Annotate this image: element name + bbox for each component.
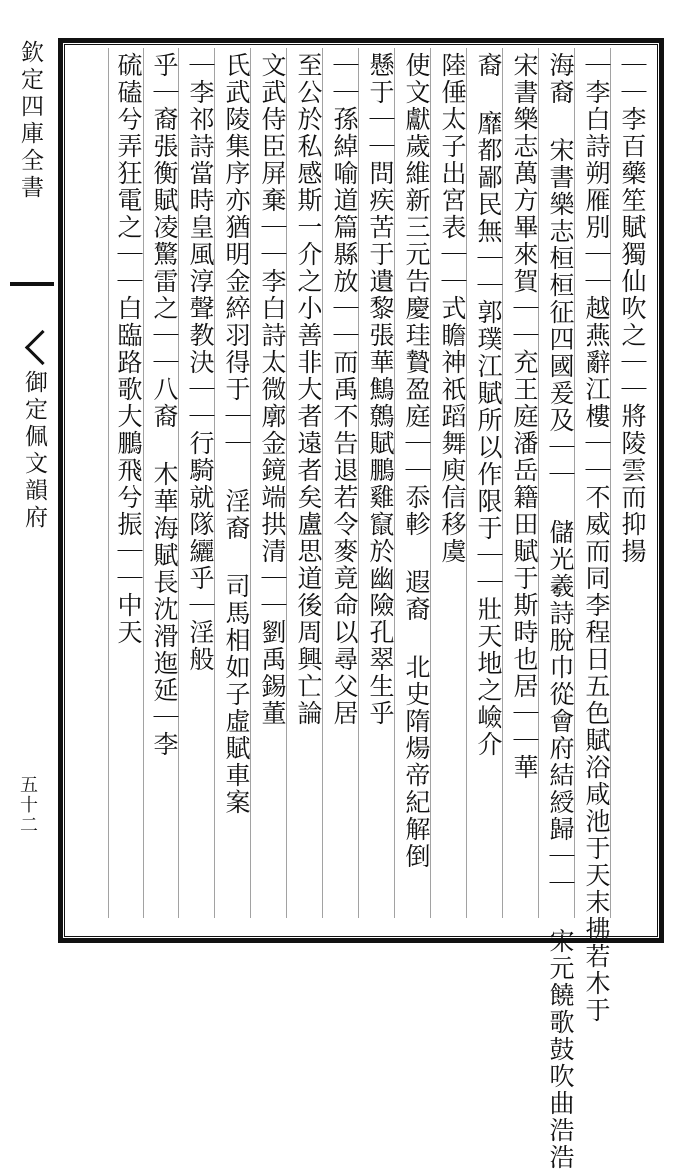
text-column-5: 裔 靡都鄙民無｜｜郭璞江賦所以作限于｜｜壯天地之嶮介 (474, 52, 503, 758)
fish-tail-mark (25, 330, 60, 365)
text-column-15: 硫磕兮弄狂電之｜｜白臨路歌大鵬飛兮振｜｜中天 (114, 52, 143, 646)
page-number: 五十二 (17, 775, 38, 835)
text-column-4: 宋書樂志萬方畢來賀｜｜充王庭潘岳籍田賦于斯時也居｜｜華 (510, 52, 539, 781)
column-rule (108, 48, 109, 918)
margin-rule-top (10, 282, 54, 286)
text-column-12: 氏武陵集序亦猶明金綷羽得于｜｜ 淫裔 司馬相如子虛賦車案 (222, 52, 251, 816)
text-column-11: 文武侍臣屏棄｜｜李白詩太微廓金鏡端拱清｜｜劉禹錫董 (258, 52, 287, 727)
page-margin (0, 30, 58, 950)
text-column-10: 至公於私感斯一介之小善非大者遠者矣盧思道後周興亡論 (294, 52, 323, 727)
text-column-9: ｜｜孫綽喻道篇縣放｜｜而禹不告退若令麥竟命以尋父居 (330, 52, 359, 727)
text-column-2: ｜李白詩朔雁別｜｜越燕辭江樓｜｜不威而同李程日五色賦浴咸池于天末拂若木于 (582, 52, 611, 1024)
series-title: 欽定四庫全書 (17, 40, 43, 202)
text-column-1: ｜｜李百藥笙賦獨仙吹之｜｜將陵雲而抑揚 (618, 52, 647, 565)
text-column-13: ｜李祁詩當時皇風淳聲教決｜｜行騎就隊纚乎｜淫般 (186, 52, 215, 673)
book-title: 御定佩文韻府 (21, 370, 47, 532)
text-column-3: 海裔 宋書樂志桓桓征四國爰及｜｜ 儲光羲詩脫巾從會府結綬歸｜｜ 宋元饒歌鼓吹曲浩浩 (546, 52, 575, 1171)
text-column-6: 陸倕太子出宮表｜｜式瞻神祇蹈舞庾信移虞 (438, 52, 467, 565)
text-column-8: 懸于｜｜問疾苦于遺黎張華鷦鷯賦鵬雞竄於幽險孔翠生乎 (366, 52, 395, 727)
text-column-7: 使文獻歲維新三元告慶珪贄盈庭｜｜忝軫 遐裔 北史隋煬帝紀解倒 (402, 52, 431, 870)
text-column-14: 乎｜裔張衡賦凌驚雷之｜｜八裔 木華海賦長沈滑迤延｜李 (150, 52, 179, 758)
